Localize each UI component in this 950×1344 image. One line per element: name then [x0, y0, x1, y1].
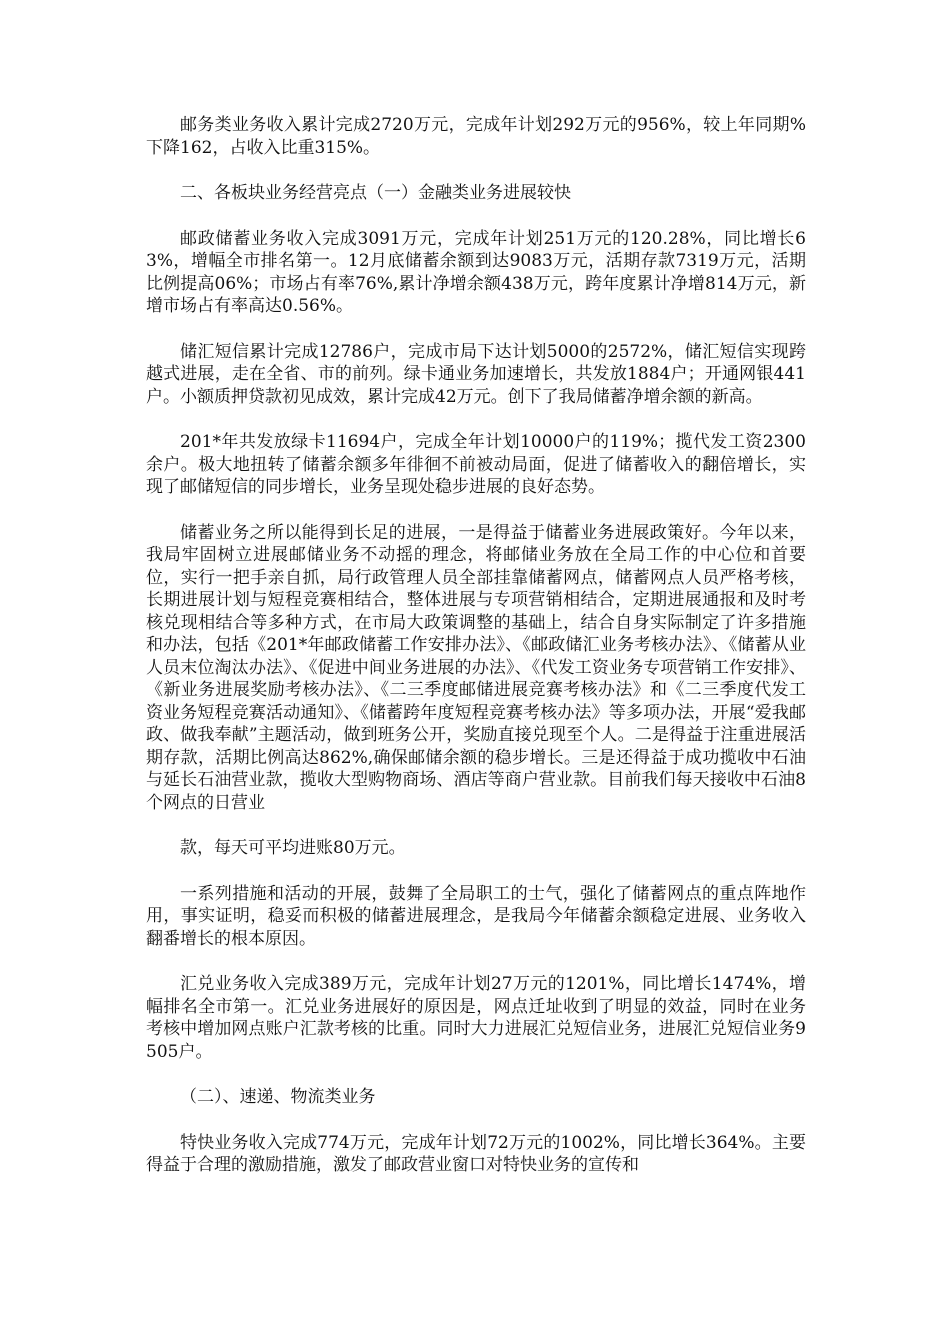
paragraph-sms-service: 储汇短信累计完成12786户，完成市局下达计划5000的2572%，储汇短信实现跨越式进展，走在全省、市的前列。绿卡通业务加速增长，共发放1884户；开通网银441户。小额质押贷款初见成效，累计完成42万元。创下了我局储蓄净增余额的新高。 [146, 341, 806, 407]
paragraph-postal-revenue: 邮务类业务收入累计完成2720万元，完成年计划292万元的956%，较上年同期%下降162，占收入比重315%。 [146, 115, 806, 158]
paragraph-remittance: 汇兑业务收入完成389万元，完成年计划27万元的1201%，同比增长1474%，增幅排名全市第一。汇兑业务进展好的原因是，网点迁址收到了明显的效益，同时在业务考核中增加网点账户汇款考核的比重。同时大力进展汇兑短信业务，进展汇兑短信业务9505户。 [146, 974, 806, 1062]
paragraph-measures-summary: 一系列措施和活动的开展，鼓舞了全局职工的士气，强化了储蓄网点的重点阵地作用，事实证明，稳妥而积极的储蓄进展理念，是我局今年储蓄余额稳定进展、业务收入翻番增长的根本原因。 [146, 883, 806, 949]
document-body [146, 114, 806, 1200]
paragraph-savings-revenue: 邮政储蓄业务收入完成3091万元，完成年计划251万元的120.28%，同比增长63%，增幅全市排名第一。12月底储蓄余额到达9083万元，活期存款7319万元，活期比例提高06%；市场占有率76%,累计净增余额438万元，跨年度累计净增814万元，新增市场占有率高达0.56%。 [146, 228, 806, 316]
paragraph-green-card: 201*年共发放绿卡11694户，完成全年计划10000户的119%；揽代发工资2300余户。极大地扭转了储蓄余额多年徘徊不前被动局面，促进了储蓄收入的翻倍增长，实现了邮储短信的同步增长，业务呈现处稳步进展的良好态势。 [146, 432, 806, 497]
paragraph-savings-reasons: 储蓄业务之所以能得到长足的进展，一是得益于储蓄业务进展政策好。今年以来，我局牢固树立进展邮储业务不动摇的理念，将邮储业务放在全局工作的中心位和首要位，实行一把手亲自抓，局行政管理人员全部挂靠储蓄网点，储蓄网点人员严格考核，长期进展计划与短程竞赛相结合，整体进展与专项营销相结合，定期进展通报和及时考核兑现相结合等多种方式，在市局大政策调整的基础上，结合自身实际制定了许多措施和办法，包括《201*年邮政储蓄工作安排办法》、《邮政储汇业务考核办法》、《储蓄从业人员末位淘汰办法》、《促进中间业务进展的办法》、《代发工资业务专项营销工作安排》、《新业务进展奖励考核办法》、《二三季度邮储进展竞赛考核办法》和《二三季度代发工资业务短程竞赛活动通知》、《储蓄跨年度短程竞赛考核办法》等多项办法，开展“爱我邮政、做我奉献”主题活动，做到班务公开，奖励直接兑现至个人。二是得益于注重进展活期存款，活期比例高达862%,确保邮储余额的稳步增长。三是还得益于成功揽收中石油与延长石油营业款，揽收大型购物商场、酒店等商户营业款。目前我们每天接收中石油8个网点的日营业 [146, 522, 806, 813]
section-heading-express-logistics: （二）、速递、物流类业务 [180, 1087, 376, 1107]
paragraph-daily-deposit: 款，每天可平均进账80万元。 [180, 838, 406, 858]
paragraph-express-revenue: 特快业务收入完成774万元，完成年计划72万元的1002%，同比增长364%。主要得益于合理的激励措施，激发了邮政营业窗口对特快业务的宣传和 [146, 1132, 806, 1175]
section-heading-highlights: 二、各板块业务经营亮点（一）金融类业务进展较快 [180, 183, 571, 203]
